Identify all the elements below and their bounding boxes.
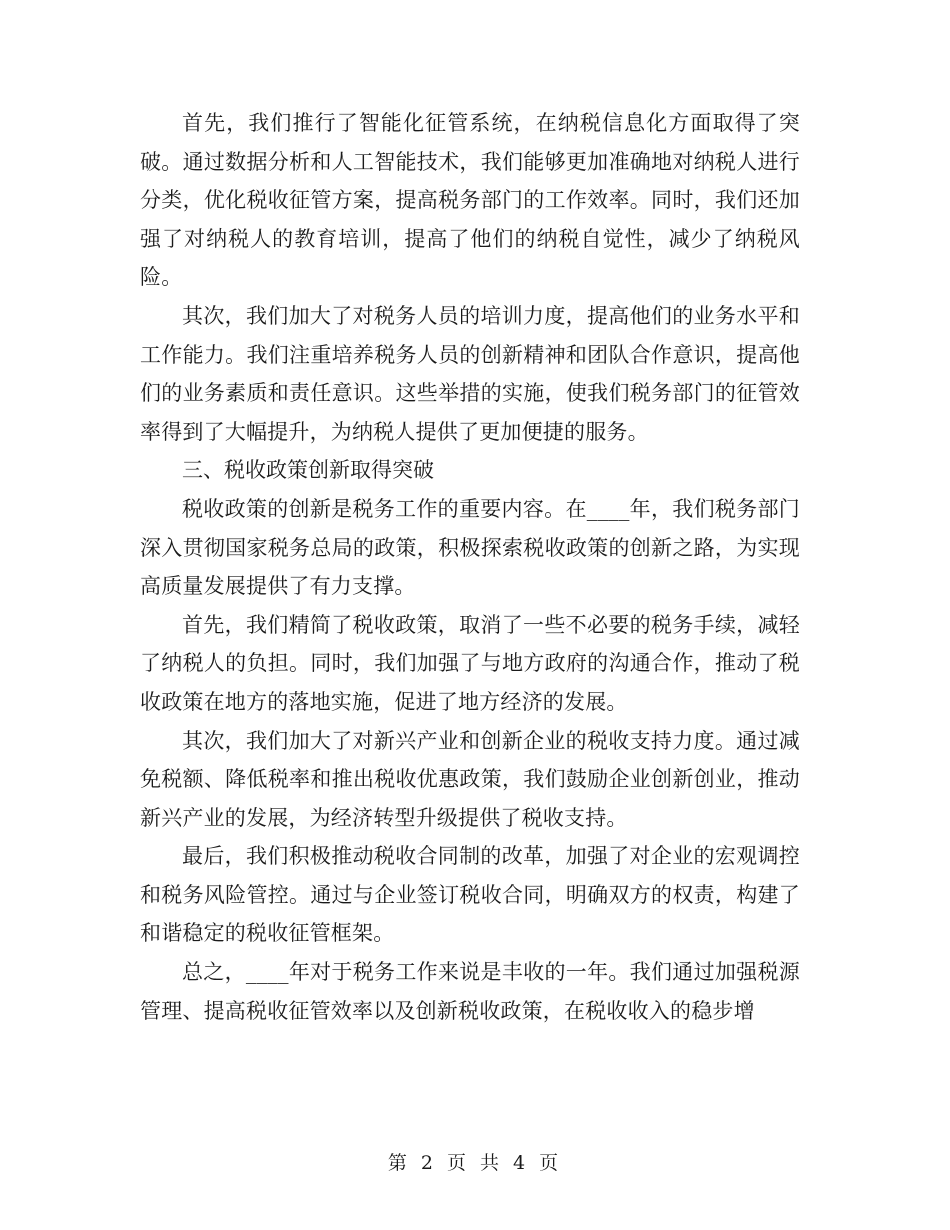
paragraph-simplified-policy: 首先，我们精简了税收政策，取消了一些不必要的税务手续，减轻了纳税人的负担。同时，我们加强了与地方政府的沟通合作，推动了税收政策在地方的落地实施，促进了地方经济的发展。	[140, 612, 800, 714]
document-body	[140, 104, 800, 1030]
paragraph-policy-innovation-intro: 税收政策的创新是税务工作的重要内容。在____年，我们税务部门深入贯彻国家税务总局的政策，积极探索税收政策的创新之路，为实现高质量发展提供了有力支撑。	[140, 496, 800, 599]
paragraph-emerging-industry-support: 其次，我们加大了对新兴产业和创新企业的税收支持力度。通过减免税额、降低税率和推出税收优惠政策，我们鼓励企业创新创业，推动新兴产业的发展，为经济转型升级提供了税收支持。	[140, 728, 800, 830]
paragraph-smart-collection-system: 首先，我们推行了智能化征管系统，在纳税信息化方面取得了突破。通过数据分析和人工智能技术，我们能够更加准确地对纳税人进行分类，优化税收征管方案，提高税务部门的工作效率。同时，我们还加强了对纳税人的教育培训，提高了他们的纳税自觉性，减少了纳税风险。	[140, 111, 800, 290]
section-heading-tax-policy-innovation: 三、税收政策创新取得突破	[182, 458, 434, 483]
paragraph-staff-training: 其次，我们加大了对税务人员的培训力度，提高他们的业务水平和工作能力。我们注重培养税务人员的创新精神和团队合作意识，提高他们的业务素质和责任意识。这些举措的实施，使我们税务部门的征管效率得到了大幅提升，为纳税人提供了更加便捷的服务。	[140, 303, 800, 444]
paragraph-conclusion: 总之，____年对于税务工作来说是丰收的一年。我们通过加强税源管理、提高税收征管效率以及创新税收政策，在税收收入的稳步增	[140, 960, 800, 1023]
paragraph-tax-contract-reform: 最后，我们积极推动税收合同制的改革，加强了对企业的宏观调控和税务风险管控。通过与企业签订税收合同，明确双方的权责，构建了和谐稳定的税收征管框架。	[140, 844, 800, 946]
page-footer: 第 2 页 共 4 页	[387, 1152, 563, 1174]
